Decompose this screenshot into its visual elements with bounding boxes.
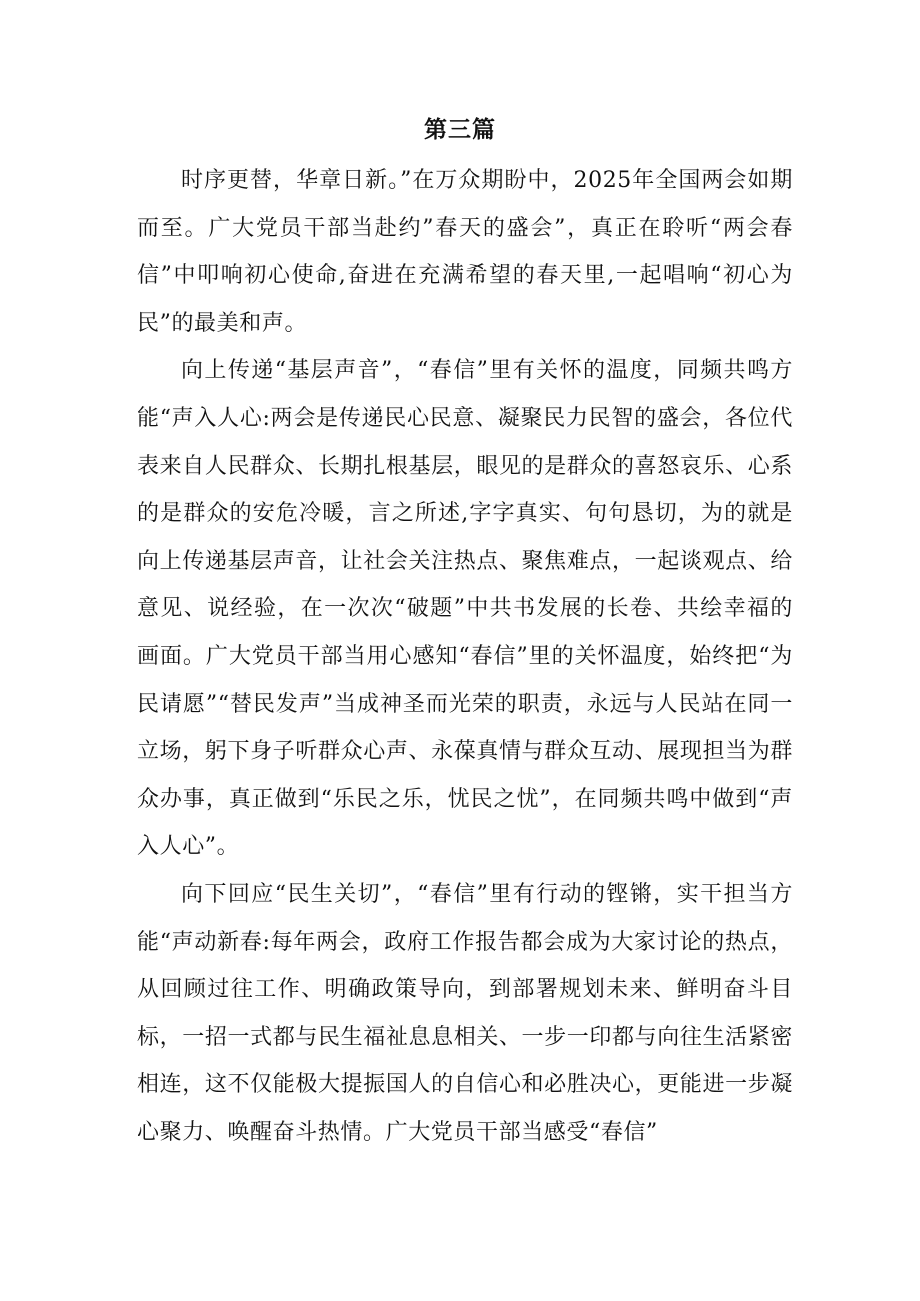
page-title: 第三篇 [424, 117, 496, 143]
paragraph-1: 时序更替，华章日新。”在万众期盼中，2025年全国两会如期而至。广大党员干部当赴约”春天的盛会”，真正在聆听“两会春信”中叩响初心使命,奋进在充满希望的春天里,一起唱响“初心为民”的最美和声。 [137, 168, 793, 336]
paragraph-3: 向下回应“民生关切”，“春信”里有行动的铿锵，实干担当方能“声动新春:每年两会，政府工作报告都会成为大家讨论的热点，从回顾过往工作、明确政策导向，到部署规划未来、鲜明奋斗目标，一招一式都与民生福祉息息相关、一步一印都与向往生活紧密相连，这不仅能极大提振国人的自信心和必胜决心，更能进一步凝心聚力、唤醒奋斗热情。广大党员干部当感受“春信” [137, 881, 793, 1145]
document-body [137, 157, 793, 1156]
paragraph-2: 向上传递“基层声音”，“春信”里有关怀的温度，同频共鸣方能“声入人心:两会是传递民心民意、凝聚民力民智的盛会，各位代表来自人民群众、长期扎根基层，眼见的是群众的喜怒哀乐、心系的是群众的安危冷暖，言之所述,字字真实、句句恳切，为的就是向上传递基层声音，让社会关注热点、聚焦难点，一起谈观点、给意见、说经验，在一次次“破题”中共书发展的长卷、共绘幸福的画面。广大党员干部当用心感知“春信”里的关怀温度，始终把“为民请愿”“替民发声”当成神圣而光荣的职责，永远与人民站在同一立场，躬下身子听群众心声、永葆真情与群众互动、展现担当为群众办事，真正做到“乐民之乐，忧民之忧”，在同频共鸣中做到“声入人心”。 [137, 358, 793, 860]
